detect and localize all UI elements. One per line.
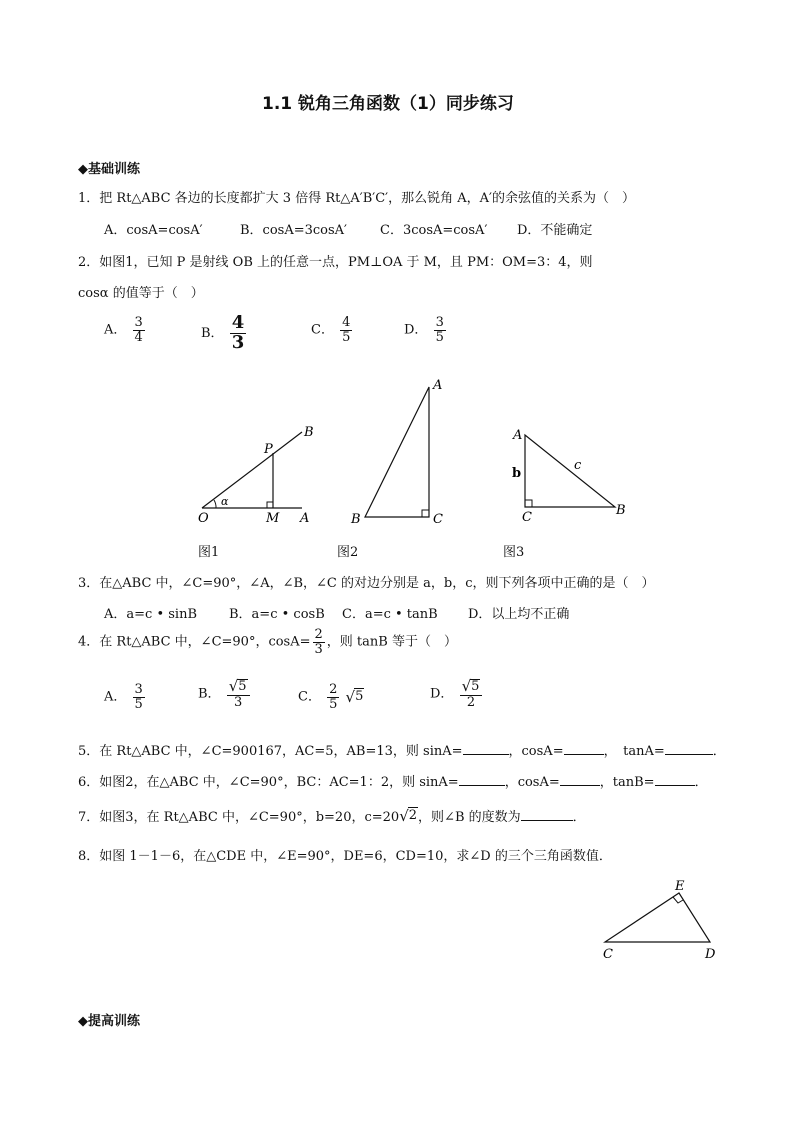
radicand: 2	[408, 808, 418, 823]
option-label: B．	[198, 686, 221, 702]
denominator: 5	[329, 696, 338, 712]
question-3-option-d: D．以上均不正确	[468, 607, 570, 622]
option-label: C．	[298, 689, 321, 705]
fraction	[460, 679, 483, 709]
section-heading-basic: ◆基础训练	[78, 162, 140, 177]
square-root	[346, 688, 365, 706]
question-5-part-2: ，cosA=	[508, 744, 564, 759]
label-c-side: c	[574, 458, 582, 473]
question-6-part-3: ，tanB=	[599, 775, 655, 790]
figure-3-caption: 图3	[503, 545, 525, 560]
fraction	[227, 679, 250, 709]
question-7-text	[78, 806, 586, 825]
question-6-text	[78, 771, 708, 790]
numerator: 2	[314, 627, 323, 642]
option-label: B．	[201, 325, 224, 341]
radicand: 5	[471, 679, 480, 694]
radical-sign: √	[461, 677, 472, 695]
label-o: O	[198, 511, 209, 526]
figure-3-diagram	[505, 420, 635, 530]
option-label: C．	[311, 322, 334, 338]
fraction	[434, 316, 446, 344]
fraction	[327, 683, 339, 711]
question-4-suffix: ，则 tanB 等于（ ）	[326, 634, 457, 650]
denominator: 4	[134, 329, 143, 345]
figure-2-caption: 图2	[337, 545, 359, 560]
denominator: 3	[314, 641, 323, 657]
question-1-option-b: B．cosA=3cosA′	[240, 223, 348, 238]
question-8-text: 8．如图 1－1－6，在△CDE 中，∠E=90°，DE=6，CD=10，求∠D 的三个三角函数值．	[78, 849, 612, 864]
question-1-option-d: D．不能确定	[517, 223, 593, 238]
label-b: B	[616, 503, 626, 518]
fraction	[313, 628, 325, 656]
triangle-cde	[605, 893, 710, 942]
label-d: D	[705, 947, 716, 962]
question-6-part-2: ，cosA=	[504, 775, 560, 790]
square-root	[229, 679, 248, 695]
question-5-part-3: ， tanA=	[603, 744, 665, 759]
question-4-option-b	[198, 679, 252, 709]
answer-blank-tana[interactable]	[665, 742, 713, 755]
label-b: B	[351, 512, 361, 527]
right-angle-mark	[525, 500, 532, 507]
question-1-option-a: A．cosA=cosA′	[104, 223, 203, 238]
question-5-text	[78, 740, 726, 759]
label-a: A	[513, 428, 523, 443]
question-2-line-1: 2．如图1，已知 P 是射线 OB 上的任意一点，PM⊥OA 于 M，且 PM：OM=3：4，则	[78, 255, 593, 270]
label-c: C	[603, 947, 613, 962]
label-a: A	[300, 511, 310, 526]
denominator: 3	[231, 331, 245, 353]
square-root	[462, 679, 481, 695]
question-4-text	[78, 628, 457, 656]
denominator: 5	[435, 329, 444, 345]
numerator: 3	[435, 315, 444, 330]
question-5-stem: 5．在 Rt△ABC 中，∠C=900167，AC=5，AB=13，则 sinA=	[78, 744, 463, 759]
figure-triangle-cde	[595, 875, 725, 965]
label-p: P	[264, 442, 273, 457]
angle-arc	[214, 500, 216, 508]
question-4-option-d	[430, 679, 484, 709]
answer-blank-cosa[interactable]	[564, 742, 604, 755]
fraction	[340, 316, 352, 344]
question-6-stem: 6．如图2，在△ABC 中，∠C=90°，BC：AC=1：2，则 sinA=	[78, 775, 459, 790]
radical-sign: √	[228, 677, 239, 695]
page-title: 1.1 锐角三角函数（1）同步练习	[262, 94, 514, 114]
denominator: 5	[342, 329, 351, 345]
question-4-option-a	[104, 683, 147, 711]
label-a: A	[433, 378, 443, 393]
numerator: 3	[134, 682, 143, 697]
radicand: 5	[238, 679, 247, 694]
numerator: 4	[231, 312, 245, 333]
label-c: C	[522, 510, 532, 525]
answer-blank-cosa[interactable]	[560, 773, 600, 786]
option-label: D．	[430, 686, 454, 702]
question-6-end: ．	[694, 775, 708, 790]
radical-sign: √	[399, 807, 409, 825]
radical-sign: √	[345, 688, 356, 707]
question-2-option-c	[311, 316, 354, 344]
question-2-option-d	[404, 316, 448, 344]
label-b: B	[304, 425, 314, 440]
question-1-text: 1．把 Rt△ABC 各边的长度都扩大 3 倍得 Rt△A′B′C′，那么锐角 A，A′的余弦值的关系为（ ）	[78, 191, 635, 206]
numerator	[460, 679, 483, 696]
label-alpha: α	[221, 495, 229, 508]
fraction	[230, 314, 247, 353]
question-4-prefix: 4．在 Rt△ABC 中，∠C=90°，cosA=	[78, 634, 311, 650]
label-c: C	[433, 512, 443, 527]
numerator: 2	[329, 682, 338, 697]
denominator: 2	[466, 694, 476, 710]
option-label: A．	[104, 322, 127, 338]
answer-blank-sina[interactable]	[463, 742, 509, 755]
question-1-option-c: C．3cosA=cosA′	[380, 223, 488, 238]
ray-ob	[202, 432, 302, 508]
figure-1-caption: 图1	[198, 545, 220, 560]
label-e: E	[675, 879, 685, 894]
question-2-line-2: cosα 的值等于（ ）	[78, 286, 204, 301]
question-3-text: 3．在△ABC 中，∠C=90°，∠A，∠B，∠C 的对边分别是 a，b，c，则下列各项中正确的是（ ）	[78, 576, 655, 591]
question-7-stem: 7．如图3，在 Rt△ABC 中，∠C=90°，b=20，c=20	[78, 810, 400, 825]
option-label: D．	[404, 322, 428, 338]
right-angle-mark	[422, 510, 429, 517]
label-b-side: b	[512, 466, 522, 481]
question-3-option-c: C．a=c • tanB	[342, 607, 438, 622]
triangle-abc	[525, 435, 615, 507]
label-m: M	[266, 511, 280, 526]
question-7-part-2: ，则∠B 的度数为	[418, 810, 521, 825]
section-heading-advanced: ◆提高训练	[78, 1014, 140, 1029]
denominator: 3	[233, 694, 243, 710]
figure-2-diagram	[345, 373, 455, 528]
answer-blank-sina[interactable]	[459, 773, 505, 786]
fraction	[133, 316, 145, 344]
question-2-option-b	[201, 314, 248, 353]
numerator: 4	[342, 315, 351, 330]
answer-blank-angle-b[interactable]	[521, 808, 573, 821]
question-5-end: ．	[712, 744, 726, 759]
answer-blank-tanb[interactable]	[655, 773, 695, 786]
question-7-end: ．	[572, 810, 586, 825]
option-label: A．	[104, 689, 127, 705]
denominator: 5	[134, 696, 143, 712]
right-angle-mark	[267, 502, 273, 508]
question-4-option-c	[298, 683, 364, 711]
figure-1-diagram	[190, 415, 330, 530]
numerator	[227, 679, 250, 696]
numerator: 3	[134, 315, 143, 330]
fraction	[133, 683, 145, 711]
triangle-abc	[365, 387, 429, 517]
question-2-option-a	[104, 316, 147, 344]
square-root	[399, 807, 418, 825]
question-3-option-a: A．a=c • sinB	[104, 607, 197, 622]
radicand: 5	[355, 689, 364, 705]
question-3-option-b: B．a=c • cosB	[229, 607, 325, 622]
